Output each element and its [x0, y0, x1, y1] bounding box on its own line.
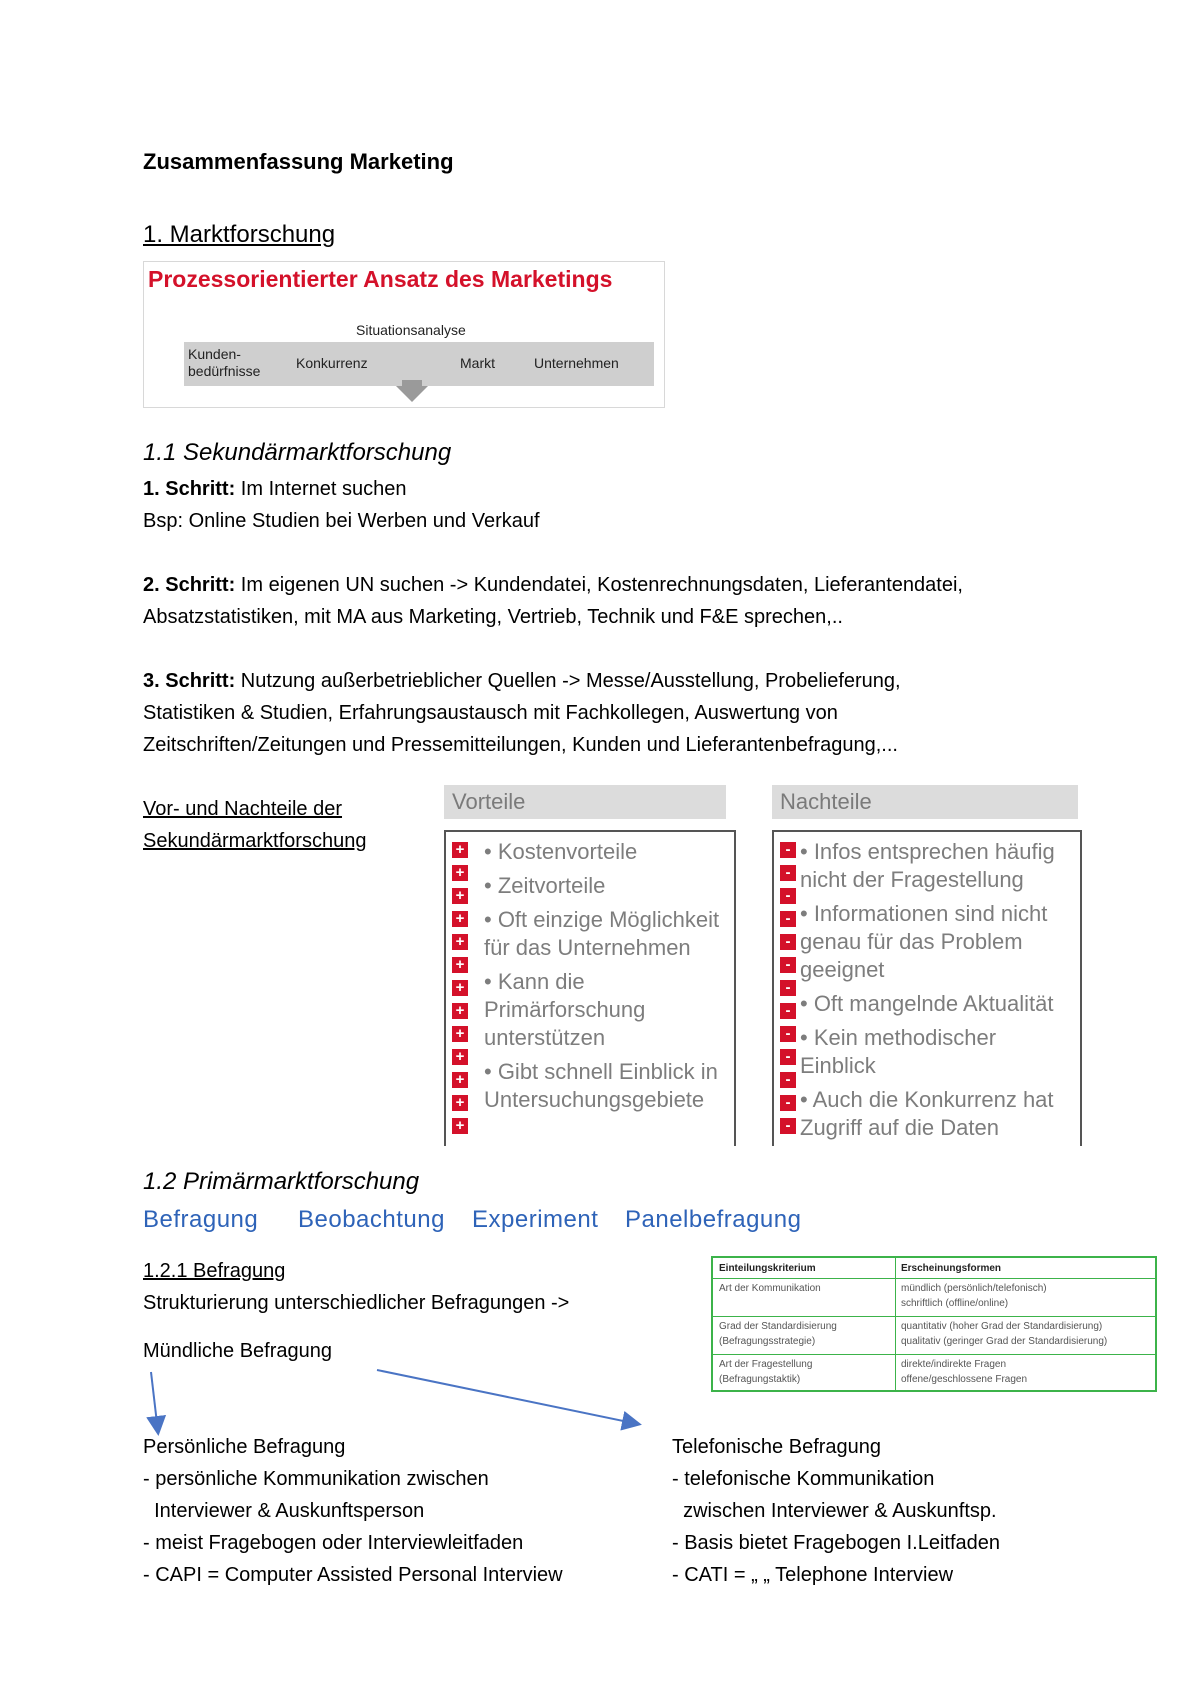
pros-header: Vorteile	[444, 785, 726, 819]
personal-survey-title: Persönliche Befragung	[143, 1436, 346, 1458]
pros-line: • Gibt schnell Einblick in	[484, 1059, 718, 1084]
minus-icon: -	[780, 957, 796, 973]
pros-line: unterstützen	[484, 1025, 606, 1050]
plus-icon: +	[452, 980, 468, 996]
document-title: Zusammenfassung Marketing	[143, 149, 454, 174]
plus-icon: +	[452, 1049, 468, 1065]
table-cell: qualitativ (geringer Grad der Standardisierung)	[901, 1336, 1108, 1347]
step-3-label: 3. Schritt:	[143, 670, 236, 692]
pros-line: • Oft einzige Möglichkeit	[484, 907, 720, 932]
table-cell: (Befragungstaktik)	[719, 1374, 801, 1385]
minus-icon: -	[780, 1026, 796, 1042]
minus-icon: -	[780, 842, 796, 858]
cons-line: • Oft mangelnde Aktualität	[800, 991, 1054, 1016]
plus-icon: +	[452, 934, 468, 950]
table-cell: Art der Fragestellung	[719, 1359, 813, 1370]
procon-heading-line1: Vor- und Nachteile der	[143, 798, 343, 820]
table-cell: schriftlich (offline/online)	[901, 1298, 1009, 1309]
cons-line: Einblick	[800, 1053, 876, 1078]
minus-icon: -	[780, 865, 796, 881]
pros-line: Primärforschung	[484, 997, 646, 1022]
section-sekundaermarktforschung: 1.1 Sekundärmarktforschung	[143, 439, 452, 466]
pros-line: • Kann die	[484, 969, 585, 994]
cons-line: Zugriff auf die Daten	[800, 1115, 999, 1140]
plus-icon: +	[452, 1072, 468, 1088]
cons-line: geeignet	[800, 957, 885, 982]
step-2-continued: Absatzstatistiken, mit MA aus Marketing, Vertrieb, Technik und F&E sprechen,..	[143, 606, 843, 628]
cons-line: • Infos entsprechen häufig	[800, 839, 1055, 864]
table-cell: direkte/indirekte Fragen	[901, 1359, 1007, 1370]
section-befragung: 1.2.1 Befragung	[143, 1260, 286, 1282]
personal-line: - CAPI = Computer Assisted Personal Interview	[143, 1564, 563, 1586]
pros-line: Untersuchungsgebiete	[484, 1087, 705, 1112]
plus-icon: +	[452, 1003, 468, 1019]
process-item-konkurrenz: Konkurrenz	[296, 355, 368, 371]
cons-line: genau für das Problem	[800, 929, 1023, 954]
table-cell: (Befragungsstrategie)	[719, 1336, 816, 1347]
table-header: Erscheinungsformen	[901, 1263, 1002, 1274]
plus-icon: +	[452, 865, 468, 881]
step-2-text: Im eigenen UN suchen -> Kundendatei, Kostenrechnungsdaten, Lieferantendatei,	[235, 574, 963, 596]
plus-icon: +	[452, 842, 468, 858]
method-befragung: Befragung	[143, 1206, 259, 1233]
method-beobachtung: Beobachtung	[298, 1206, 445, 1233]
phone-line: - Basis bietet Fragebogen I.Leitfaden	[672, 1532, 1000, 1554]
plus-icon: +	[452, 888, 468, 904]
cons-line: • Kein methodischer	[800, 1025, 997, 1050]
method-panelbefragung: Panelbefragung	[625, 1206, 802, 1233]
minus-icon: -	[780, 1095, 796, 1111]
section-marktforschung: 1. Marktforschung	[143, 221, 336, 248]
personal-line: Interviewer & Auskunftsperson	[143, 1500, 425, 1522]
pros-line: für das Unternehmen	[484, 935, 691, 960]
process-item-kundenbeduerfnisse: Kunden- bedürfnisse	[188, 346, 261, 379]
plus-icon: +	[452, 1095, 468, 1111]
phone-line: - telefonische Kommunikation	[672, 1468, 935, 1490]
step-3-text: Nutzung außerbetrieblicher Quellen -> Messe/Ausstellung, Probelieferung,	[235, 670, 901, 692]
minus-icon: -	[780, 980, 796, 996]
step-3-continued-1: Statistiken & Studien, Erfahrungsaustausch mit Fachkollegen, Auswertung von	[143, 702, 838, 724]
process-figure-subtitle: Situationsanalyse	[356, 322, 466, 338]
structuring-text: Strukturierung unterschiedlicher Befragungen ->	[143, 1292, 570, 1314]
plus-icon: +	[452, 1026, 468, 1042]
minus-icon: -	[780, 888, 796, 904]
cons-line: • Auch die Konkurrenz hat	[800, 1087, 1054, 1112]
procon-heading-line2: Sekundärmarktforschung	[143, 830, 367, 852]
arrow-to-phone-icon	[377, 1370, 638, 1424]
table-cell: Grad der Standardisierung	[719, 1321, 837, 1332]
cons-header: Nachteile	[772, 785, 1078, 819]
plus-icon: +	[452, 957, 468, 973]
cons-line: • Informationen sind nicht	[800, 901, 1048, 926]
personal-line: - persönliche Kommunikation zwischen	[143, 1468, 489, 1490]
personal-line: - meist Fragebogen oder Interviewleitfaden	[143, 1532, 524, 1554]
arrow-to-personal-icon	[151, 1372, 158, 1432]
step-1-label: 1. Schritt:	[143, 478, 236, 500]
method-experiment: Experiment	[472, 1206, 599, 1233]
plus-icon: +	[452, 911, 468, 927]
phone-line: - CATI = „ „ Telephone Interview	[672, 1564, 954, 1586]
pros-line: • Kostenvorteile	[484, 839, 638, 864]
minus-icon: -	[780, 1049, 796, 1065]
process-item-markt: Markt	[460, 355, 495, 371]
section-primaermarktforschung: 1.2 Primärmarktforschung	[143, 1168, 420, 1195]
table-header: Einteilungskriterium	[719, 1263, 816, 1274]
minus-icon: -	[780, 1118, 796, 1134]
step-3-continued-2: Zeitschriften/Zeitungen und Pressemitteilungen, Kunden und Lieferantenbefragung,...	[143, 734, 898, 756]
phone-survey-title: Telefonische Befragung	[672, 1436, 882, 1458]
minus-icon: -	[780, 911, 796, 927]
step-1-text: Im Internet suchen	[235, 478, 407, 500]
table-cell: mündlich (persönlich/telefonisch)	[901, 1283, 1047, 1294]
process-figure-title: Prozessorientierter Ansatz des Marketings	[148, 266, 613, 292]
process-item-unternehmen: Unternehmen	[534, 355, 619, 371]
table-cell: Art der Kommunikation	[719, 1283, 821, 1294]
minus-icon: -	[780, 934, 796, 950]
phone-line: zwischen Interviewer & Auskunftsp.	[672, 1500, 997, 1522]
minus-icon: -	[780, 1072, 796, 1088]
pros-line: • Zeitvorteile	[484, 873, 606, 898]
step-1-example: Bsp: Online Studien bei Werben und Verkauf	[143, 510, 540, 532]
table-cell: quantitativ (hoher Grad der Standardisierung)	[901, 1321, 1103, 1332]
plus-icon: +	[452, 1118, 468, 1134]
minus-icon: -	[780, 1003, 796, 1019]
oral-survey-label: Mündliche Befragung	[143, 1340, 333, 1362]
cons-line: nicht der Fragestellung	[800, 867, 1024, 892]
step-2-label: 2. Schritt:	[143, 574, 236, 596]
table-cell: offene/geschlossene Fragen	[901, 1374, 1028, 1385]
